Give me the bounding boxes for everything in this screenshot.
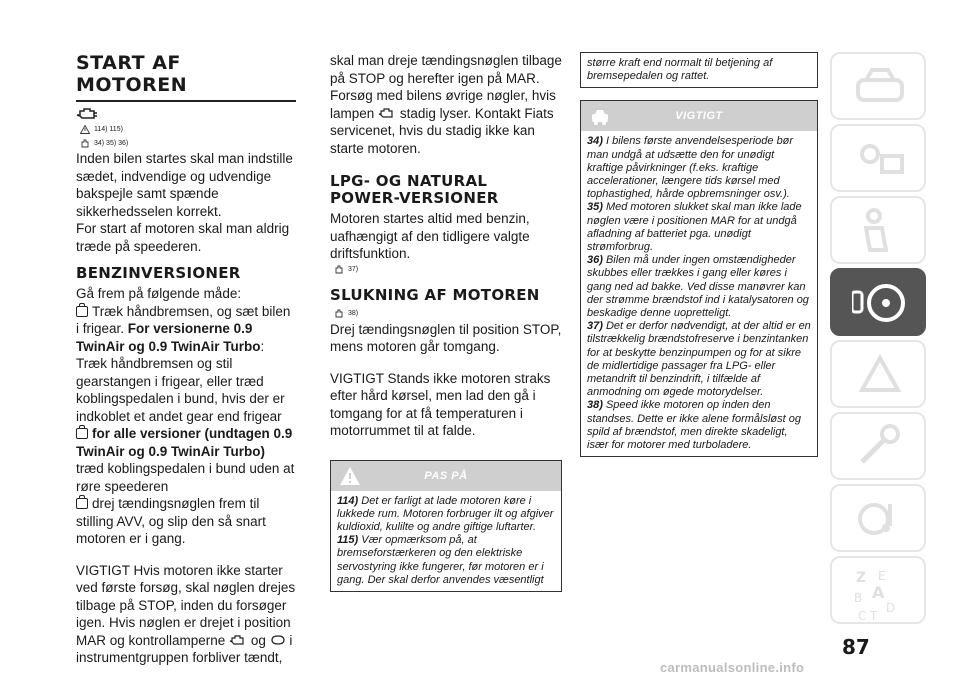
service-wrench-icon	[852, 422, 908, 472]
svg-text:A: A	[872, 583, 885, 602]
paragraph: VIGTIGT Hvis motoren ikke starter ved første forsøg, skal nøglen drejes tilbage på STOP, inden du forsøger igen. Hvis nøglen er drejet i position MAR og kontrollamperne og i instrumentgruppen forbliver tændt,	[76, 562, 296, 665]
hand-caution-icon	[334, 265, 344, 274]
engine-heading-icon	[76, 106, 296, 122]
page-number: 87	[842, 635, 870, 659]
paragraph: skal man dreje tændingsnøglen tilbage på STOP og herefter igen på MAR. Forsøg med bilens øvrige nøgler, hvis lampen stadig lyser. Kontakt Fiats servicenet, hvis du stadig ikke kan starte motoren.	[330, 53, 562, 156]
box-title: PAS PÅ	[424, 469, 468, 482]
paragraph: For start af motoren skal man aldrig træde på speederen.	[76, 221, 290, 254]
engine-warning-icon	[229, 634, 247, 646]
svg-text:C: C	[858, 609, 867, 622]
bullet-item: drej tændingsnøglen frem til stilling AVV, og slip den så snart motoren er i gang.	[76, 496, 266, 546]
tab-car-dashboard[interactable]	[830, 52, 926, 120]
hand-caution-icon	[80, 139, 90, 148]
tab-starting-driving[interactable]	[830, 268, 926, 336]
paragraph: VIGTIGT Stands ikke motoren straks efter hård kørsel, men lad den gå i tomgang for at få temperaturen i motorrummet til at falde.	[330, 370, 551, 438]
bullet-icon	[76, 498, 88, 509]
column-3	[580, 52, 818, 457]
bullet-icon	[76, 306, 88, 317]
chapter-sidebar	[830, 52, 926, 628]
caution-refs: 37)	[330, 263, 562, 277]
bullet-item: for alle versioner (undtagen 0.9 TwinAir og 0.9 TwinAir Turbo) træd koblingspedalen i bund uden at røre speederen	[76, 426, 295, 494]
important-box	[580, 100, 818, 457]
svg-text:T: T	[870, 609, 878, 622]
caution-refs	[76, 136, 296, 150]
svg-text:D: D	[886, 601, 896, 615]
note-text: 114) Det er farligt at lade motoren køre i lukkede rum. Motoren forbruger ilt og afgiver kuldioxid, kulilte og andre giftige luftarter. 115) Vær opmærksom på, at bremseforstærkeren og den elektriske servostyring ikke fungerer, før motoren er i gang. Der skal derfor anvendes væsentligt	[337, 494, 554, 586]
subheading: BENZINVERSIONER	[76, 264, 241, 282]
caution-refs: 38)	[330, 307, 562, 321]
glow-plug-icon	[270, 634, 286, 646]
warning-triangle-icon	[80, 125, 90, 134]
tab-maintenance[interactable]	[830, 412, 926, 480]
continued-note: større kraft end normalt til betjening af bremsepedalen og rattet.	[580, 52, 818, 88]
warning-box	[330, 460, 562, 592]
tab-multimedia[interactable]	[830, 484, 926, 552]
bullet-item: Træk håndbremsen, og sæt bilen i frigear. For versionerne 0.9 TwinAir og 0.9 TwinAir Turbo: Træk håndbremsen og stil gearstangen i frigear, eller træd koblingspedalen i bund, hvis der er indkoblet et andet gear end frigear	[76, 303, 291, 424]
paragraph: Drej tændingsnøglen til position STOP, mens motoren går tomgang.	[330, 321, 562, 354]
breakdown-icon	[852, 350, 908, 400]
warning-banner	[331, 461, 561, 491]
section-title: START AF MOTOREN	[76, 52, 296, 102]
box-title: VIGTIGT	[675, 110, 723, 123]
svg-text:Z: Z	[856, 570, 867, 586]
subheading: SLUKNING AF MOTOREN	[330, 285, 540, 304]
column-2	[330, 52, 562, 592]
important-banner	[581, 101, 817, 131]
tab-index[interactable]	[830, 556, 926, 624]
car-dashboard-icon	[852, 62, 908, 112]
svg-text:B: B	[854, 591, 863, 605]
ref-list: 34) 35) 36)	[94, 139, 129, 147]
media-music-icon	[852, 494, 908, 544]
ref-list: 114) 115)	[94, 125, 123, 133]
column-1	[76, 52, 296, 667]
paragraph: Inden bilen startes skal man indstille sædet, indvendige og udvendige bakspejle samt spænde sikkerhedsselen korrekt.	[76, 151, 293, 219]
watermark: carmanualsonline.info	[660, 660, 805, 675]
steering-key-icon	[852, 278, 912, 328]
note-text: 34) I bilens første anvendelsesperiode bør man undgå at udsætte den for unødigt kraftige påvirkninger (f.eks. kraftige accelerationer, længere tids kørsel med tophastighed, hårde opbremsninger osv.). 35) Med motoren slukket skal man ikke lade nøglen være i positionen MAR for at undgå afladning af batteriet pga. unødigt strømforbrug. 36) Bilen må under ingen omstændigheder skubbes eller trækkes i gang eller køres i gang ned ad bakke. Ved disse manøvrer kan der strømme brændstof ind i katalysatoren og beskadige denne uopretteligt. 37) Det er derfor nødvendigt, at der altid er en tilstrækkelig brændstofreserve i benzintanken for at beskytte benzinpumpen og for at sikre de midlertidige passager fra LPG- eller metandrift til benzindrift, i tilfælde af anmodning om øgede motorydelser. 38) Speed ikke motoren op inden den standses. Dette er ikke alene formålsløst og spild af brændstof, men direkte skadeligt, især for motorer med turboladere.	[587, 135, 811, 452]
paragraph: Motoren startes altid med benzin, uafhængigt af den tidligere valgte driftsfunktion.	[330, 211, 530, 261]
tab-warning-lights[interactable]	[830, 124, 926, 192]
index-letters-icon	[852, 566, 908, 622]
paragraph: Gå frem på følgende måde:	[76, 286, 242, 301]
tab-emergency[interactable]	[830, 340, 926, 408]
seatbelt-airbag-icon	[852, 206, 908, 256]
subheading: LPG- OG NATURAL POWER-VERSIONER	[330, 172, 499, 207]
warning-lights-icon	[852, 134, 908, 184]
svg-text:E: E	[878, 569, 886, 583]
tab-safety[interactable]	[830, 196, 926, 264]
bullet-icon	[76, 428, 88, 439]
engine-warning-icon	[378, 107, 396, 119]
warning-refs	[76, 122, 296, 136]
hand-caution-icon	[334, 309, 344, 318]
